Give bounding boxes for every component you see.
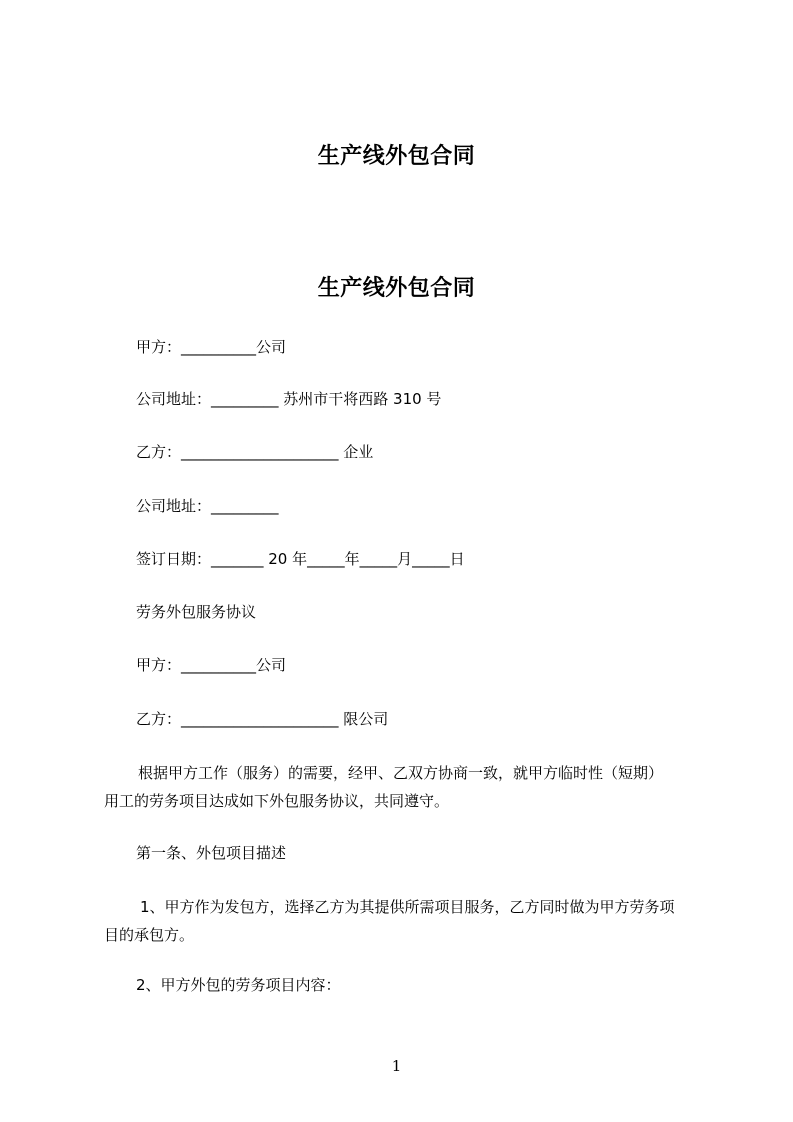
preamble-line-1: 根据甲方工作（服务）的需要，经甲、乙双方协商一致，就甲方临时性（短期） xyxy=(138,764,664,782)
cover-title: 生产线外包合同 xyxy=(317,144,476,169)
preamble-paragraph xyxy=(104,759,714,815)
party-a-line: 甲方：__________公司 xyxy=(136,338,287,356)
clause-1-line-1: 1、甲方作为发包方，选择乙方为其提供所需项目服务，乙方同时做为甲方劳务项 xyxy=(140,898,675,916)
party-b-address-line: 公司地址：_________ xyxy=(136,497,279,515)
preamble-line-2: 用工的劳务项目达成如下外包服务协议，共同遵守。 xyxy=(104,792,450,810)
agreement-title: 劳务外包服务协议 xyxy=(136,603,257,621)
party-b-line: 乙方：_____________________ 企业 xyxy=(136,443,374,461)
page-number: 1 xyxy=(391,1057,402,1075)
agreement-party-b-line: 乙方：_____________________ 限公司 xyxy=(136,710,389,728)
contract-title: 生产线外包合同 xyxy=(317,276,476,301)
party-a-address-line: 公司地址：_________ 苏州市干将西路 310 号 xyxy=(136,390,442,408)
agreement-party-a-line: 甲方：__________公司 xyxy=(136,656,287,674)
sign-date-line: 签订日期：_______ 20 年_____年_____月_____日 xyxy=(136,550,465,568)
clause-1-line-2: 目的承包方。 xyxy=(104,926,195,944)
clause-1-paragraph xyxy=(104,893,714,949)
article-1-heading: 第一条、外包项目描述 xyxy=(136,844,287,862)
clause-2-line: 2、甲方外包的劳务项目内容： xyxy=(136,976,341,994)
